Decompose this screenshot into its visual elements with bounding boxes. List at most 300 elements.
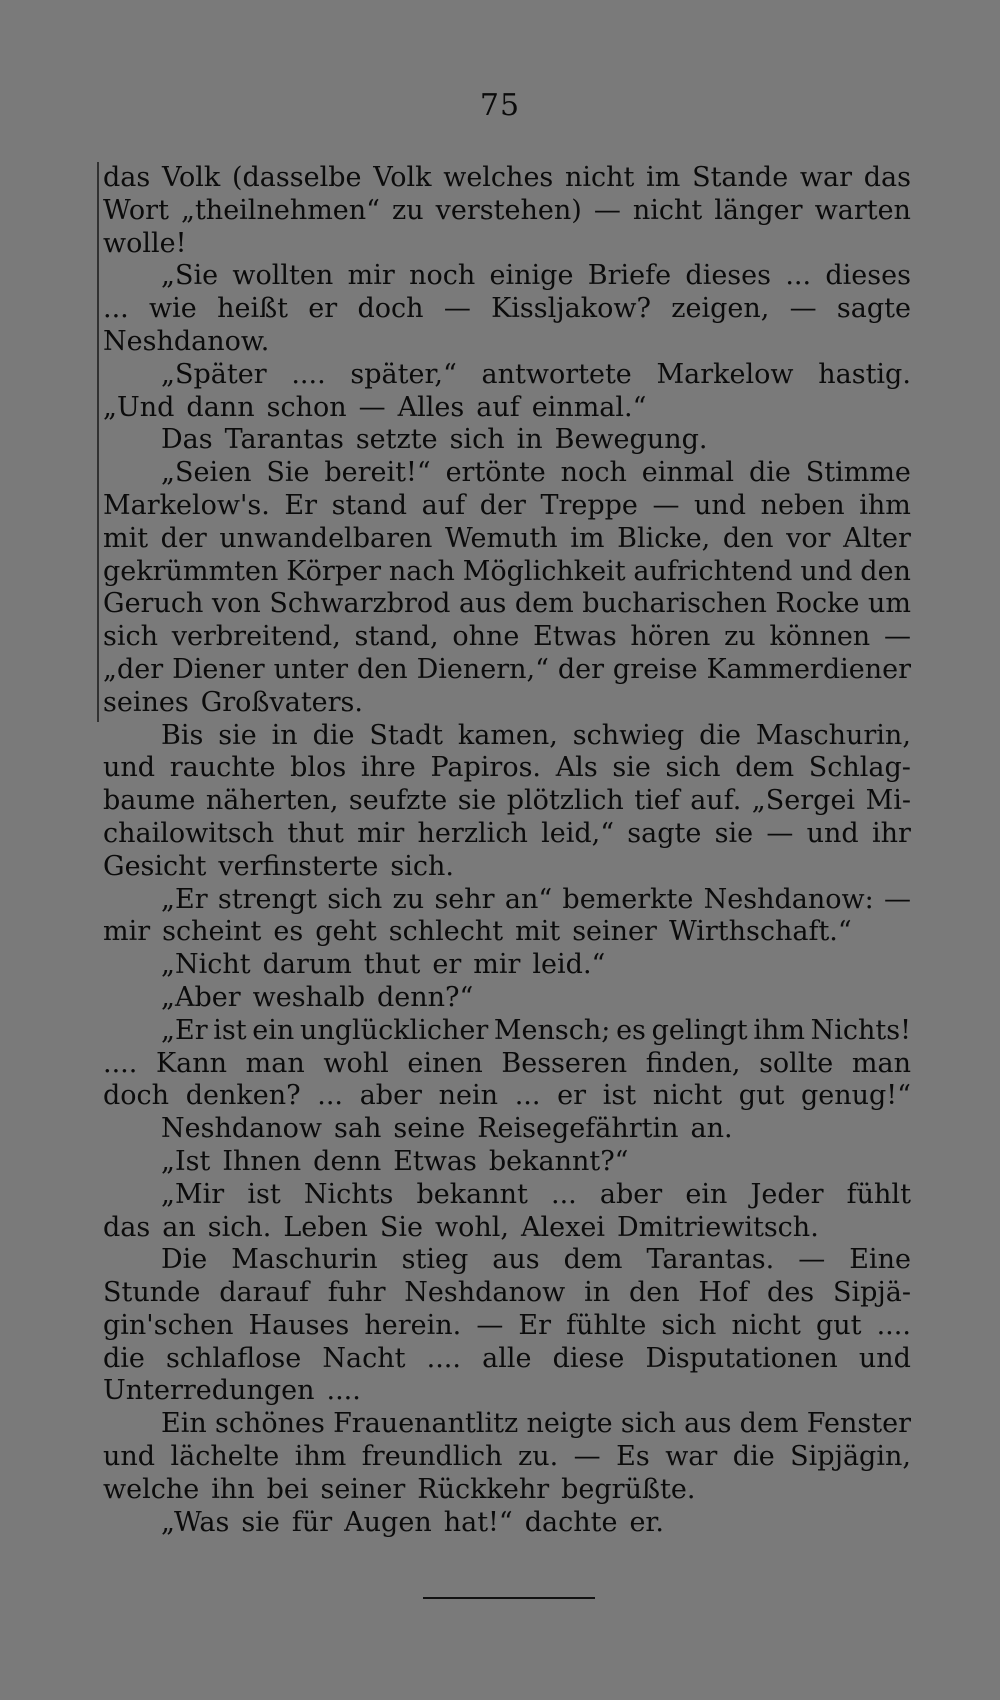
word: er. [629,1506,664,1538]
word: Sie [379,1211,424,1243]
word: ihm [753,1014,805,1046]
word: nach [388,555,455,587]
word: „theilnehmen“ [180,194,380,226]
word: mir [103,916,151,948]
word: dem [735,752,795,784]
word: aus [458,588,507,620]
word: dem [514,588,574,620]
word: zu [724,621,756,653]
word: aber [359,1080,422,1112]
word: war [665,1441,718,1473]
word: warten [814,194,911,226]
word: darauf [219,1277,309,1309]
word: ... [785,260,812,292]
word: ohne [452,621,520,653]
word: dieses [825,260,911,292]
word: und [694,489,747,521]
word: gut [738,1080,785,1112]
word: denn?“ [377,981,474,1013]
word: sie [612,752,651,784]
text-line [103,556,911,589]
word: Gesicht [103,850,207,882]
word: er [557,1080,587,1112]
word: neben [760,489,845,521]
word: bei [266,1473,309,1505]
word: Reisegefährtin [477,1113,679,1145]
word: noch [409,260,476,292]
text-line [103,1507,911,1540]
word: alle [482,1342,532,1374]
word: blos [290,752,347,784]
word: vor [786,522,831,554]
word: sich [661,1309,717,1341]
word: Kissljakow? [491,293,651,325]
word: sah [334,1113,382,1145]
word: Wirthschaft.“ [668,916,852,948]
word: Maschurin, [755,719,911,751]
word: Sipjä- [832,1277,911,1309]
word: Neshdanow [404,1277,566,1309]
word: leid,“ [541,817,615,849]
word: er [432,949,462,981]
word: „Aber [161,981,241,1013]
word: „Mir [161,1178,225,1210]
text-line [103,523,911,556]
word: später,“ [350,358,457,390]
word: fühlte [566,1309,647,1341]
text-line [103,260,911,293]
text-line [103,359,911,392]
text-line [103,1310,911,1343]
word: auf [421,489,466,521]
word: ... [103,293,129,325]
word: herein. [364,1309,462,1341]
word: „Ist [161,1145,211,1177]
word: Schwarzbrod [269,588,451,620]
word: sollte [759,1047,834,1079]
text-line [103,293,911,326]
word: Etwas [533,621,617,653]
word: und [806,817,859,849]
word: gekrümmten [103,555,279,587]
word: die [103,1342,145,1374]
text-line [103,195,911,228]
word: in [271,719,298,751]
word: verstehen) [435,194,582,226]
word: kamen, [457,719,558,751]
body-text [103,162,911,1539]
text-line [103,1343,911,1376]
text-line [103,1244,911,1277]
word: aus [492,1244,540,1276]
text-line [103,884,911,917]
text-line [103,392,911,425]
word: denken? [185,1080,301,1112]
word: Stande [692,162,789,193]
word: dem [739,1408,799,1440]
word: Blicke, [617,522,711,554]
word: seines [103,686,189,718]
word: schon [266,391,347,423]
word: Sipjägin, [790,1441,911,1473]
word: Ein [161,1408,207,1440]
word: — [573,1441,601,1473]
word: mit [103,522,149,554]
word: den [357,653,408,685]
word: neigte [526,1408,613,1440]
word: wollten [232,260,334,292]
word: an“ [504,883,553,915]
word: das [103,1211,151,1243]
word: ihm [859,489,911,521]
word: schwieg [572,719,685,751]
word: und [858,1342,911,1374]
word: unter [273,653,349,685]
text-line [103,1375,911,1408]
word: seufzte [348,785,448,817]
word: im [570,522,605,554]
word: sehr [434,883,495,915]
word: seiner [572,916,657,948]
word: finden, [645,1047,741,1079]
footer-rule [423,1597,595,1599]
word: einen [407,1047,483,1079]
word: sich [665,752,721,784]
word: — [789,293,817,325]
word: dachte [524,1506,618,1538]
word: baume [103,785,196,817]
word: bucharischen [582,588,767,620]
text-line [103,326,911,359]
word: Maschurin [231,1244,378,1276]
word: einige [489,260,574,292]
word: den [628,1277,680,1309]
word: — [883,621,911,653]
word: tief [634,785,680,817]
word: .... [291,358,326,390]
word: ihr [871,817,911,849]
word: die [312,719,355,751]
word: bekannt [416,1178,528,1210]
word: ist [602,1080,637,1112]
word: plötzlich [506,785,624,817]
word: sich. [207,1211,272,1243]
word: rauchte [169,752,276,784]
word: der [557,653,604,685]
word: die [699,719,741,751]
text-line [103,162,911,195]
word: ... [551,1178,577,1210]
word: Briefe [587,260,672,292]
text-line [103,490,911,523]
word: sich [327,883,383,915]
word: sich [449,424,505,456]
word: Dmitriewitsch. [616,1211,819,1243]
word: strengt [217,883,317,915]
word: Rückkehr [417,1473,550,1505]
word: „Und [103,391,175,423]
word: „Was [161,1506,230,1538]
word: Die [161,1244,208,1276]
word: setzte [355,424,438,456]
word: — [593,194,621,226]
word: „Später [161,358,267,390]
word: ertönte [445,457,546,489]
text-line [103,1441,911,1474]
word: des [767,1277,815,1309]
text-line [103,1146,911,1179]
word: wohl [323,1047,389,1079]
word: — [652,489,680,521]
word: doch [357,293,424,325]
word: an [162,1211,196,1243]
word: .... [426,1342,461,1374]
word: .... [326,1375,361,1407]
word: gut [815,1309,862,1341]
word: hastig. [818,358,911,390]
word: Eine [849,1244,911,1276]
word: „Nicht [161,949,251,981]
word: diese [552,1342,625,1374]
word: fühlt [846,1178,911,1210]
word: ist [213,1014,247,1046]
word: ... [317,1080,344,1112]
word: doch [103,1080,170,1112]
word: Rocke [775,588,860,620]
word: sich [620,1408,676,1440]
word: wohl, [435,1211,510,1243]
text-line [103,1048,911,1081]
word: verbreitend, [171,621,341,653]
word: Frauenantlitz [333,1408,519,1440]
word: ihm [294,1441,347,1473]
word: Stunde [103,1277,201,1309]
text-line [103,949,911,982]
word: ein [252,1014,295,1046]
word: für [291,1506,333,1538]
word: zeigen, [671,293,770,325]
word: um [868,588,911,620]
word: unwandelbaren [219,522,433,554]
word: mir [473,949,521,981]
word: aufrichtend [633,555,793,587]
word: näherten, [205,785,339,817]
word: zu [392,883,425,915]
word: leid.“ [532,949,606,981]
word: man [245,1047,305,1079]
word: „Sie [161,260,219,292]
word: scheint [162,916,262,948]
word: Alexei [521,1211,605,1243]
text-line [103,1179,911,1212]
word: dieses [685,260,771,292]
word: „Seien [161,457,252,489]
word: lächelte [170,1441,280,1473]
word: mir [347,260,395,292]
word: .... [876,1309,911,1341]
word: aus [684,1408,732,1440]
word: sie [714,817,754,849]
text-line [103,1015,911,1048]
word: „der [103,653,164,685]
word: — [883,883,911,915]
word: Stimme [805,457,911,489]
word: Etwas [393,1145,477,1177]
text-line [103,1408,911,1441]
word: Tarantas [224,424,344,456]
word: das [863,162,911,193]
text-line [103,916,911,949]
word: Papiros. [430,752,542,784]
word: Ihnen [222,1145,302,1177]
word: Das [161,424,213,456]
word: es [273,916,304,948]
word: sich. [390,850,454,882]
text-line [103,818,911,851]
word: Neshdanow: [703,883,874,915]
word: „Er [161,1014,208,1046]
word: „Er [161,883,208,915]
word: Großvaters. [200,686,363,718]
word: welches [443,162,554,193]
word: geht [315,916,377,948]
text-line [103,1080,911,1113]
word: stieg [401,1244,469,1276]
page-number: 75 [479,88,521,123]
word: an. [690,1113,733,1145]
word: verfinsterte [218,850,379,882]
word: im [646,162,681,193]
word: Volk [161,162,221,193]
word: Disputationen [645,1342,838,1374]
word: mir [357,817,405,849]
word: auf. [690,785,742,817]
word: Markelow's. [103,489,270,521]
word: chailowitsch [103,817,275,849]
word: Treppe [540,489,638,521]
text-line [103,720,911,753]
word: und [103,1441,156,1473]
word: „Sergei [751,785,856,817]
text-line [103,621,911,654]
word: seine [393,1113,466,1145]
word: ... [514,1080,541,1112]
word: Kann [155,1047,228,1079]
word: sie [218,719,257,751]
word: der [160,522,207,554]
text-line [103,851,911,884]
word: Besseren [501,1047,628,1079]
word: Er [518,1309,552,1341]
word: Hauses [248,1309,350,1341]
word: Neshdanow [161,1113,322,1145]
text-line [103,752,911,785]
word: in [516,424,543,456]
word: gin'schen [103,1309,234,1341]
word: heißt [217,293,288,325]
text-line [103,1277,911,1310]
word: hat!“ [443,1506,513,1538]
word: Möglichkeit [462,555,626,587]
word: ihre [360,752,416,784]
word: ist [247,1178,281,1210]
word: Alter [843,522,911,554]
word: Fenster [806,1408,911,1440]
text-line [103,424,911,457]
word: zu. [518,1441,559,1473]
word: und [103,752,156,784]
word: hören [630,621,711,653]
word: Mi- [865,785,911,817]
margin-rule [97,162,99,722]
word: es [616,1014,646,1046]
word: sagte [627,817,702,849]
word: Bewegung. [554,424,708,456]
word: denn [313,1145,382,1177]
word: man [851,1047,911,1079]
word: nicht [731,1309,801,1341]
word: Geruch [103,588,204,620]
word: Dienern,“ [416,653,549,685]
word: den [860,555,911,587]
word: weshalb [252,981,366,1013]
word: in [584,1277,611,1309]
word: Bis [161,719,204,751]
word: mit [515,916,561,948]
word: Mensch; [493,1014,611,1046]
word: der [479,489,526,521]
word: länger [714,194,803,226]
word: stand, [354,621,439,653]
text-line [103,1474,911,1507]
word: nicht [652,1080,723,1112]
word: begrüßte. [561,1473,696,1505]
word: greise [612,653,698,685]
word: bemerkte [562,883,694,915]
word: einmal.“ [531,391,647,423]
word: — [443,293,471,325]
text-line [103,1212,911,1245]
word: nein [438,1080,499,1112]
word: — [476,1309,504,1341]
text-line [103,687,911,720]
text-line [103,228,911,261]
word: war [799,162,853,193]
word: seiner [320,1473,406,1505]
word: Schlag- [808,752,911,784]
word: Diener [172,653,265,685]
word: Wort [103,194,169,226]
word: Nacht [322,1342,406,1374]
word: und [800,555,853,587]
word: Unterredungen [103,1375,315,1407]
word: Neshdanow. [103,325,270,357]
word: unglücklicher [299,1014,489,1046]
word: Leben [283,1211,368,1243]
word: stand [331,489,408,521]
word: zu [392,194,424,226]
word: freundlich [361,1441,503,1473]
word: herzlich [417,817,528,849]
word: Markelow [656,358,794,390]
word: er [308,293,338,325]
text-line [103,654,911,687]
word: den [722,522,774,554]
word: darum [262,949,352,981]
word: .... [103,1047,138,1079]
word: Stadt [369,719,443,751]
word: thut [363,949,421,981]
